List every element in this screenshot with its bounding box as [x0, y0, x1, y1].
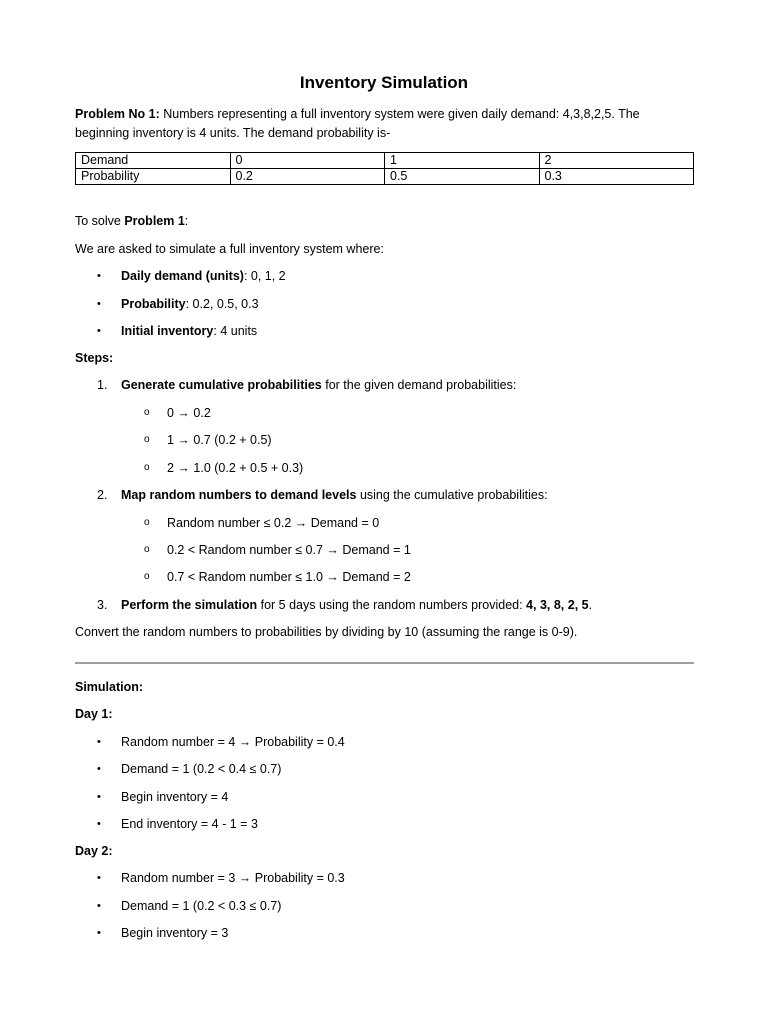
- simulation-heading: [75, 679, 143, 695]
- day-item: Begin inventory = 4: [121, 790, 229, 804]
- day-item: Random number = 3 → Probability = 0.3: [121, 871, 345, 885]
- solve-line: [75, 213, 188, 229]
- random-numbers: 4, 3, 8, 2, 5: [526, 598, 589, 612]
- convert-note: Convert the random numbers to probabilities by dividing by 10 (assuming the range is 0-9).: [75, 625, 578, 639]
- bullet-icon: •: [97, 900, 101, 912]
- sub-item: 0.7 < Random number ≤ 1.0 → Demand = 2: [167, 570, 411, 584]
- steps-heading: [75, 350, 113, 366]
- step-bold: Map random numbers to demand levels: [121, 488, 357, 502]
- day-heading: [75, 706, 113, 722]
- day-item: Begin inventory = 3: [121, 926, 229, 940]
- sub-item: 0.2 < Random number ≤ 0.7 → Demand = 1: [167, 543, 411, 557]
- table-cell: 0: [230, 153, 385, 169]
- step-item: [121, 487, 548, 503]
- given-item: [121, 323, 257, 339]
- given-value: : 4 units: [213, 324, 258, 338]
- given-label: Probability: [121, 297, 186, 311]
- solve-prefix: To solve: [75, 214, 125, 228]
- horizontal-divider: [75, 662, 694, 664]
- day-label: Day 1:: [75, 707, 113, 721]
- step-bold: Perform the simulation: [121, 598, 258, 612]
- day-item: Random number = 4 → Probability = 0.4: [121, 735, 345, 749]
- step-text: for 5 days using the random numbers provided:: [257, 598, 527, 612]
- step-item: [121, 597, 592, 613]
- bullet-icon: •: [97, 298, 101, 310]
- step-text: using the cumulative probabilities:: [356, 488, 548, 502]
- bullet-icon: •: [97, 872, 101, 884]
- given-label: Initial inventory: [121, 324, 214, 338]
- bullet-icon: •: [97, 763, 101, 775]
- table-cell: 2: [539, 153, 694, 169]
- table-cell: Probability: [76, 169, 231, 185]
- table-row: [76, 169, 694, 185]
- problem-line-1: [75, 106, 640, 122]
- day-label: Day 2:: [75, 844, 113, 858]
- table-cell: 1: [385, 153, 540, 169]
- step-number: 3.: [97, 598, 108, 612]
- sub-bullet-icon: o: [144, 571, 150, 582]
- intro-line: We are asked to simulate a full inventory system where:: [75, 242, 384, 256]
- step-number: 2.: [97, 488, 108, 502]
- sub-item: 0 → 0.2: [167, 406, 211, 420]
- sub-bullet-icon: o: [144, 434, 150, 445]
- solve-bold: Problem 1: [124, 214, 185, 228]
- table-cell: 0.2: [230, 169, 385, 185]
- given-value: : 0, 1, 2: [243, 269, 286, 283]
- step-tail: .: [588, 598, 593, 612]
- step-item: [121, 377, 516, 393]
- bullet-icon: •: [97, 791, 101, 803]
- table-cell: 0.3: [539, 169, 694, 185]
- table-cell: Demand: [76, 153, 231, 169]
- given-label: Daily demand (units): [121, 269, 244, 283]
- given-item: [121, 296, 259, 312]
- sub-item: Random number ≤ 0.2 → Demand = 0: [167, 516, 380, 530]
- given-item: [121, 268, 286, 284]
- demand-probability-table: [75, 152, 694, 185]
- solve-suffix: :: [184, 214, 189, 228]
- step-text: for the given demand probabilities:: [321, 378, 517, 392]
- sub-bullet-icon: o: [144, 462, 150, 473]
- simulation-heading-text: Simulation:: [75, 680, 144, 694]
- steps-heading-text: Steps:: [75, 351, 114, 365]
- sub-bullet-icon: o: [144, 544, 150, 555]
- bullet-icon: •: [97, 736, 101, 748]
- bullet-icon: •: [97, 927, 101, 939]
- bullet-icon: •: [97, 818, 101, 830]
- day-heading: [75, 843, 113, 859]
- problem-text-1: Numbers representing a full inventory system were given daily demand: 4,3,8,2,5. The: [159, 107, 640, 121]
- day-item: Demand = 1 (0.2 < 0.4 ≤ 0.7): [121, 762, 282, 776]
- day-item: Demand = 1 (0.2 < 0.3 ≤ 0.7): [121, 899, 282, 913]
- given-value: : 0.2, 0.5, 0.3: [185, 297, 259, 311]
- bullet-icon: •: [97, 325, 101, 337]
- sub-item: 1 → 0.7 (0.2 + 0.5): [167, 433, 272, 447]
- step-bold: Generate cumulative probabilities: [121, 378, 322, 392]
- problem-line-2: beginning inventory is 4 units. The demand probability is-: [75, 126, 391, 140]
- day-item: End inventory = 4 - 1 = 3: [121, 817, 258, 831]
- sub-item: 2 → 1.0 (0.2 + 0.5 + 0.3): [167, 461, 304, 475]
- table-cell: 0.5: [385, 169, 540, 185]
- bullet-icon: •: [97, 270, 101, 282]
- table-row: [76, 153, 694, 169]
- step-number: 1.: [97, 378, 108, 392]
- problem-label: Problem No 1:: [75, 107, 160, 121]
- page-title: Inventory Simulation: [299, 73, 469, 92]
- sub-bullet-icon: o: [144, 517, 150, 528]
- sub-bullet-icon: o: [144, 407, 150, 418]
